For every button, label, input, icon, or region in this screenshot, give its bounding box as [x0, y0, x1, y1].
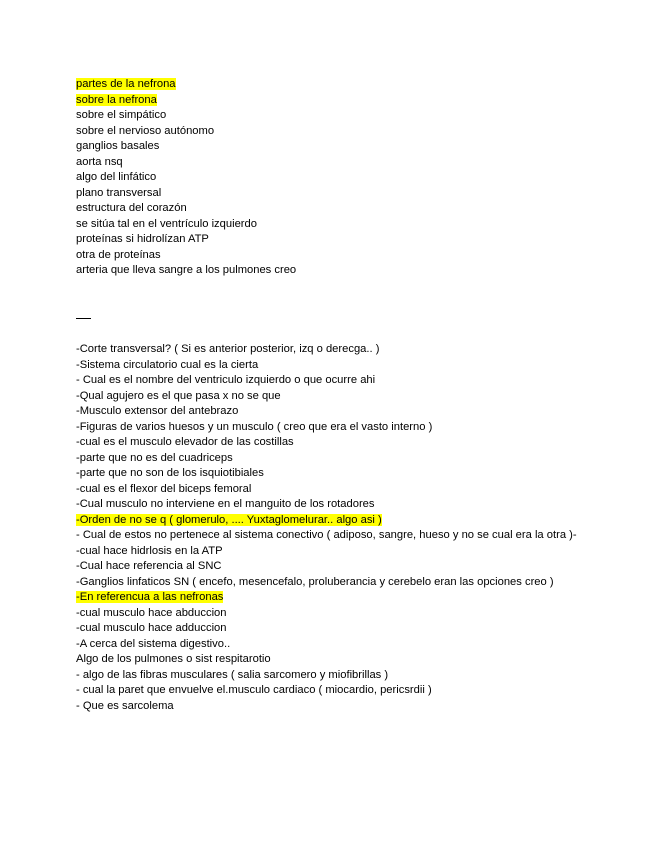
topic-line-text: ganglios basales [76, 140, 160, 152]
question-line-text: -En referencua a las nefronas [76, 591, 224, 603]
topic-line-text: se sitúa tal en el ventrículo izquierdo [76, 217, 257, 230]
question-line-text: -parte que no es del cuadriceps [76, 451, 233, 464]
question-line-text: -parte que no son de los isquiotibiales [76, 467, 264, 479]
question-line-text: -Ganglios linfaticos SN ( encefo, mesencefalo, proluberancia y cerebelo eran las opciones creo ) [76, 575, 554, 588]
question-line [76, 435, 581, 451]
question-line [76, 699, 581, 715]
question-line [76, 373, 581, 389]
topic-line [76, 186, 581, 202]
topic-line [76, 93, 581, 109]
topic-line [76, 77, 581, 93]
question-line-text: -cual musculo hace abduccion [76, 606, 227, 619]
question-list [76, 342, 581, 714]
question-line [76, 683, 581, 699]
question-line [76, 342, 581, 358]
question-line-text: -Cual musculo no interviene en el manguito de los rotadores [76, 498, 375, 510]
topic-line [76, 217, 581, 233]
question-line [76, 544, 581, 560]
topic-line [76, 139, 581, 155]
topic-line [76, 263, 581, 279]
question-line-text: -Figuras de varios huesos y un musculo ( creo que era el vasto interno ) [76, 420, 433, 433]
question-line [76, 358, 581, 374]
topic-line [76, 108, 581, 124]
question-line-text: -A cerca del sistema digestivo.. [76, 637, 231, 650]
question-line-text: -cual es el musculo elevador de las costillas [76, 436, 294, 448]
question-line-text: - algo de las fibras musculares ( salia sarcomero y miofibrillas ) [76, 668, 389, 681]
question-line [76, 590, 581, 606]
topic-line-text: arteria que lleva sangre a los pulmones creo [76, 264, 297, 276]
topic-line-text: plano transversal [76, 186, 162, 199]
topic-line-text: sobre la nefrona [76, 93, 157, 106]
question-line [76, 575, 581, 591]
question-line-text: - Cual de estos no pertenece al sistema conectivo ( adiposo, sangre, hueso y no se cual era la otra )- [76, 529, 577, 541]
topic-line [76, 155, 581, 171]
question-line [76, 528, 581, 544]
question-line-text: -Orden de no se q ( glomerulo, .... Yuxtaglomelurar.. algo asi ) [76, 513, 382, 526]
question-line-text: - cual la paret que envuelve el.musculo cardiaco ( miocardio, pericsrdii ) [76, 684, 432, 696]
question-line-text: -Qual agujero es el que pasa x no se que [76, 389, 281, 402]
question-line [76, 637, 581, 653]
question-line [76, 420, 581, 436]
question-line [76, 513, 581, 529]
question-line [76, 652, 581, 668]
question-line-text: Algo de los pulmones o sist respitarotio [76, 653, 271, 665]
question-line [76, 451, 581, 467]
topic-line [76, 170, 581, 186]
topic-line-text: sobre el nervioso autónomo [76, 124, 215, 137]
question-line-text: -Sistema circulatorio cual es la cierta [76, 358, 259, 371]
question-line-text: -Cual hace referencia al SNC [76, 560, 222, 572]
topic-line-text: partes de la nefrona [76, 78, 176, 90]
question-line-text: -cual musculo hace adduccion [76, 622, 227, 634]
question-line [76, 497, 581, 513]
topic-list [76, 77, 581, 279]
question-line [76, 559, 581, 575]
topic-line [76, 124, 581, 140]
topic-line-text: sobre el simpático [76, 109, 167, 121]
question-line [76, 404, 581, 420]
question-line [76, 466, 581, 482]
question-line-text: - Que es sarcolema [76, 699, 174, 712]
question-line-text: -Musculo extensor del antebrazo [76, 405, 239, 417]
question-line [76, 606, 581, 622]
topic-line-text: proteínas si hidrolízan ATP [76, 233, 209, 245]
topic-line-text: algo del linfático [76, 171, 157, 183]
topic-line [76, 201, 581, 217]
topic-line-text: otra de proteínas [76, 248, 161, 261]
topic-line [76, 248, 581, 264]
question-line-text: -Corte transversal? ( Si es anterior posterior, izq o derecga.. ) [76, 343, 380, 355]
question-line [76, 621, 581, 637]
topic-line-text: estructura del corazón [76, 202, 187, 214]
topic-line [76, 232, 581, 248]
question-line-text: - Cual es el nombre del ventriculo izquierdo o que ocurre ahi [76, 374, 376, 386]
question-line [76, 389, 581, 405]
question-line-text: -cual hace hidrlosis en la ATP [76, 544, 223, 557]
question-line-text: -cual es el flexor del biceps femoral [76, 482, 252, 495]
question-line [76, 482, 581, 498]
separator-line [76, 318, 91, 319]
question-line [76, 668, 581, 684]
topic-line-text: aorta nsq [76, 155, 123, 168]
